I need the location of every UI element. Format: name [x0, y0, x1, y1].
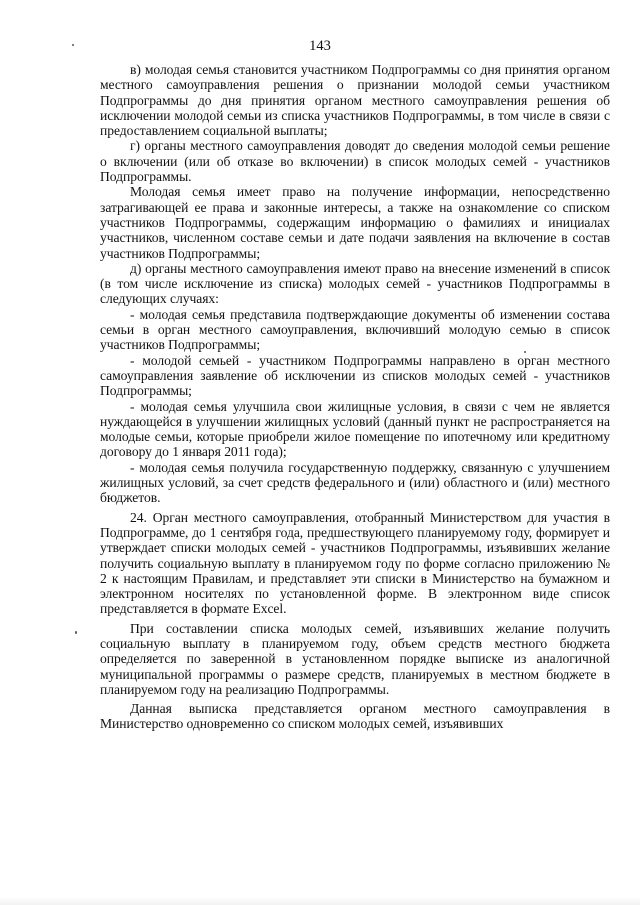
paragraph-extract-submission: Данная выписка представляется органом местного самоуправления в Министерство одновременно со списком молодых семей, изъявивших — [100, 701, 610, 732]
scan-bottom-edge — [0, 897, 640, 905]
scan-speck — [524, 351, 526, 353]
paragraph-item-v: в) молодая семья становится участником Подпрограммы со дня принятия органом местного самоуправления решения о признании молодой семьи участником Подпрограммы до дня принятия органом местного самоуправления решения об исключении молодой семьи из списка участников Подпрограммы, в том числе в связи с предоставлением социальной выплаты; — [100, 62, 610, 139]
page-number: 143 — [309, 38, 331, 54]
list-item-state-support: - молодая семья получила государственную поддержку, связанную с улучшением жилищных условий, за счет средств федерального и (или) областного и (или) местного бюджетов. — [100, 459, 610, 506]
paragraph-item-g: г) органы местного самоуправления доводят до сведения молодой семьи решение о включении (или об отказе во включении) в список молодых семей - участников Подпрограммы. — [100, 138, 610, 185]
list-item-family-composition: - молодая семья представила подтверждающие документы об изменении состава семьи в орган местного самоуправления, включивший молодую семью в список участников Подпрограммы; — [100, 306, 610, 353]
scan-speck — [75, 631, 77, 634]
paragraph-section-24: 24. Орган местного самоуправления, отобранный Министерством для участия в Подпрограмме, до 1 сентября года, предшествующего планируемому году, формирует и утверждает списки молодых семей - участников Подпрограммы, изъявивших желание получить социальную выплату в планируемом году по форме согласно приложению № 2 к настоящим Правилам, и представляет эти списки в Министерство на бумажном и электронном носителях по установленной форме. В электронном виде список представляется в формате Excel. — [100, 509, 610, 617]
paragraph-right-to-information: Молодая семья имеет право на получение информации, непосредственно затрагивающей ее права и законные интересы, а также на ознакомление со списком участников Подпрограммы, содержащим информацию о фамилиях и инициалах участников, численном составе семьи и дате подачи заявления на включение в состав участников Подпрограммы; — [100, 184, 610, 261]
list-item-housing-improved: - молодая семья улучшила свои жилищные условия, в связи с чем не является нуждающейся в улучшении жилищных условий (данный пункт не распространяется на молодые семьи, которые приобрели жилое помещение по ипотечному или кредитному договору до 1 января 2011 года); — [100, 398, 610, 460]
body-text — [100, 62, 610, 732]
scan-speck — [72, 44, 74, 46]
paragraph-item-d: д) органы местного самоуправления имеют право на внесение изменений в список (в том числе исключение из списка) молодых семей - участников Подпрограммы в следующих случаях: — [100, 260, 610, 307]
list-item-exclusion-request: - молодой семьей - участником Подпрограммы направлено в орган местного самоуправления заявление об исключении из списков молодых семей - участников Подпрограммы; — [100, 352, 610, 399]
paragraph-budget-volume: При составлении списка молодых семей, изъявивших желание получить социальную выплату в планируемом году, объем средств местного бюджета определяется по заверенной в установленном порядке выписке из аналогичной муниципальной программы о размере средств, планируемых в местном бюджете в планируемом году на реализацию Подпрограммы. — [100, 620, 610, 697]
